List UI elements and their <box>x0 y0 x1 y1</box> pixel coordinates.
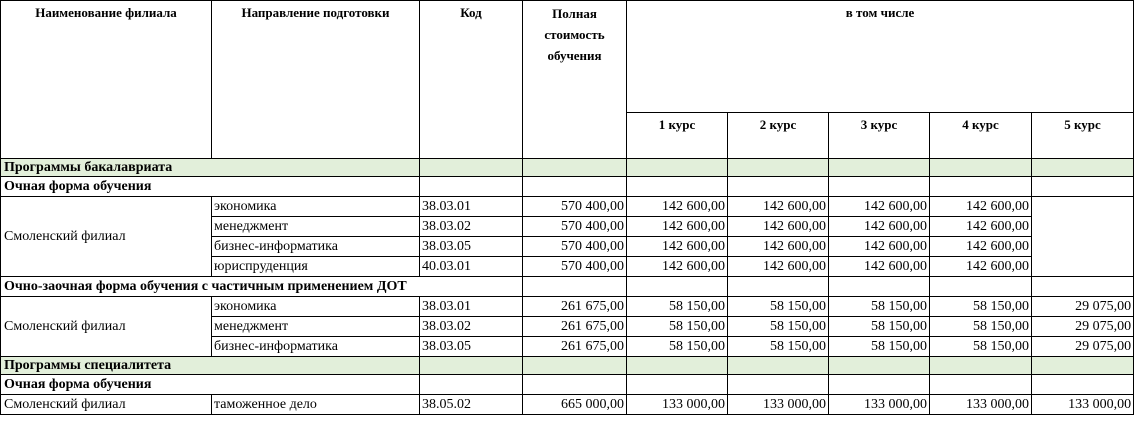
year-5-cell: 133 000,00 <box>1032 395 1134 415</box>
section-row-specialist <box>1 357 1134 375</box>
empty-cell <box>930 159 1032 177</box>
year-3-cell: 58 150,00 <box>829 297 930 317</box>
empty-cell <box>627 277 728 297</box>
year-3-cell: 142 600,00 <box>829 257 930 277</box>
total-cell: 570 400,00 <box>523 237 627 257</box>
total-cell: 570 400,00 <box>523 257 627 277</box>
empty-cell <box>829 375 930 395</box>
branch-name-cell: Смоленский филиал <box>1 197 212 277</box>
total-cell: 570 400,00 <box>523 217 627 237</box>
year-2-cell: 58 150,00 <box>728 337 829 357</box>
empty-cell <box>930 177 1032 197</box>
empty-cell <box>523 159 627 177</box>
empty-cell <box>1032 357 1134 375</box>
header-year-2: 2 курс <box>728 113 829 159</box>
year-1-cell: 133 000,00 <box>627 395 728 415</box>
direction-cell: экономика <box>212 297 420 317</box>
year-2-cell: 142 600,00 <box>728 257 829 277</box>
year-2-cell: 142 600,00 <box>728 197 829 217</box>
form-title-full-time: Очная форма обучения <box>1 177 420 197</box>
year-3-cell: 133 000,00 <box>829 395 930 415</box>
year-5-cell: 29 075,00 <box>1032 317 1134 337</box>
year-3-cell: 58 150,00 <box>829 337 930 357</box>
direction-cell: бизнес-информатика <box>212 237 420 257</box>
empty-cell <box>523 357 627 375</box>
code-cell: 38.05.02 <box>420 395 523 415</box>
empty-cell <box>728 357 829 375</box>
direction-cell: менеджмент <box>212 217 420 237</box>
header-total-cost-text: Полная стоимость обучения <box>544 6 605 63</box>
header-year-4: 4 курс <box>930 113 1032 159</box>
empty-cell <box>930 375 1032 395</box>
empty-cell <box>420 159 523 177</box>
header-including: в том числе <box>627 1 1134 113</box>
year-2-cell: 142 600,00 <box>728 237 829 257</box>
empty-cell <box>420 357 523 375</box>
code-cell: 38.03.02 <box>420 317 523 337</box>
empty-cell <box>420 177 523 197</box>
year-3-cell: 58 150,00 <box>829 317 930 337</box>
year-5-cell: 29 075,00 <box>1032 297 1134 317</box>
empty-cell <box>523 277 627 297</box>
empty-cell <box>829 159 930 177</box>
empty-cell <box>728 159 829 177</box>
empty-cell <box>420 375 523 395</box>
year-4-cell: 142 600,00 <box>930 217 1032 237</box>
section-row-bachelor <box>1 159 1134 177</box>
year-1-cell: 142 600,00 <box>627 197 728 217</box>
code-cell: 38.03.01 <box>420 197 523 217</box>
table-row <box>1 395 1134 415</box>
code-cell: 38.03.05 <box>420 337 523 357</box>
header-year-5: 5 курс <box>1032 113 1134 159</box>
empty-cell <box>829 177 930 197</box>
year-4-cell: 58 150,00 <box>930 337 1032 357</box>
direction-cell: бизнес-информатика <box>212 337 420 357</box>
total-cell: 261 675,00 <box>523 297 627 317</box>
direction-cell: юриспруденция <box>212 257 420 277</box>
total-cell: 261 675,00 <box>523 317 627 337</box>
empty-cell <box>829 277 930 297</box>
empty-cell <box>1032 159 1134 177</box>
header-code: Код <box>420 1 523 159</box>
empty-cell <box>728 277 829 297</box>
empty-cell <box>523 177 627 197</box>
empty-cell <box>1032 177 1134 197</box>
year-3-cell: 142 600,00 <box>829 217 930 237</box>
year-3-cell: 142 600,00 <box>829 197 930 217</box>
empty-cell <box>627 177 728 197</box>
form-row-part-time <box>1 277 1134 297</box>
empty-cell <box>829 357 930 375</box>
empty-cell <box>930 357 1032 375</box>
empty-cell <box>930 277 1032 297</box>
form-title-part-time: Очно-заочная форма обучения с частичным применением ДОТ <box>1 277 523 297</box>
year-2-cell: 58 150,00 <box>728 317 829 337</box>
year-2-cell: 133 000,00 <box>728 395 829 415</box>
year-4-cell: 142 600,00 <box>930 197 1032 217</box>
code-cell: 38.03.01 <box>420 297 523 317</box>
year-3-cell: 142 600,00 <box>829 237 930 257</box>
total-cell: 570 400,00 <box>523 197 627 217</box>
empty-cell <box>627 357 728 375</box>
code-cell: 40.03.01 <box>420 257 523 277</box>
direction-cell: экономика <box>212 197 420 217</box>
year-1-cell: 58 150,00 <box>627 297 728 317</box>
year-4-cell: 58 150,00 <box>930 297 1032 317</box>
year-5-cell: 29 075,00 <box>1032 337 1134 357</box>
year-5-empty-cell <box>1032 197 1134 277</box>
empty-cell <box>627 159 728 177</box>
header-year-3: 3 курс <box>829 113 930 159</box>
empty-cell <box>1032 375 1134 395</box>
year-4-cell: 133 000,00 <box>930 395 1032 415</box>
code-cell: 38.03.05 <box>420 237 523 257</box>
year-4-cell: 142 600,00 <box>930 257 1032 277</box>
branch-name-cell: Смоленский филиал <box>1 297 212 357</box>
table-row <box>1 297 1134 317</box>
header-branch: Наименование филиала <box>1 1 212 159</box>
year-1-cell: 142 600,00 <box>627 237 728 257</box>
year-1-cell: 142 600,00 <box>627 217 728 237</box>
empty-cell <box>523 375 627 395</box>
year-2-cell: 142 600,00 <box>728 217 829 237</box>
form-title-full-time-specialist: Очная форма обучения <box>1 375 420 395</box>
header-year-1: 1 курс <box>627 113 728 159</box>
year-4-cell: 58 150,00 <box>930 317 1032 337</box>
year-1-cell: 142 600,00 <box>627 257 728 277</box>
year-4-cell: 142 600,00 <box>930 237 1032 257</box>
total-cell: 665 000,00 <box>523 395 627 415</box>
form-row-full-time <box>1 177 1134 197</box>
empty-cell <box>728 177 829 197</box>
form-row-full-time-specialist <box>1 375 1134 395</box>
direction-cell: менеджмент <box>212 317 420 337</box>
header-total-cost <box>523 1 627 159</box>
year-1-cell: 58 150,00 <box>627 317 728 337</box>
header-direction: Направление подготовки <box>212 1 420 159</box>
section-title-bachelor: Программы бакалавриата <box>1 159 420 177</box>
year-1-cell: 58 150,00 <box>627 337 728 357</box>
table-row <box>1 197 1134 217</box>
year-2-cell: 58 150,00 <box>728 297 829 317</box>
code-cell: 38.03.02 <box>420 217 523 237</box>
empty-cell <box>627 375 728 395</box>
direction-cell: таможенное дело <box>212 395 420 415</box>
total-cell: 261 675,00 <box>523 337 627 357</box>
empty-cell <box>728 375 829 395</box>
branch-name-cell: Смоленский филиал <box>1 395 212 415</box>
header-row-1 <box>1 1 1134 113</box>
empty-cell <box>1032 277 1134 297</box>
section-title-specialist: Программы специалитета <box>1 357 420 375</box>
